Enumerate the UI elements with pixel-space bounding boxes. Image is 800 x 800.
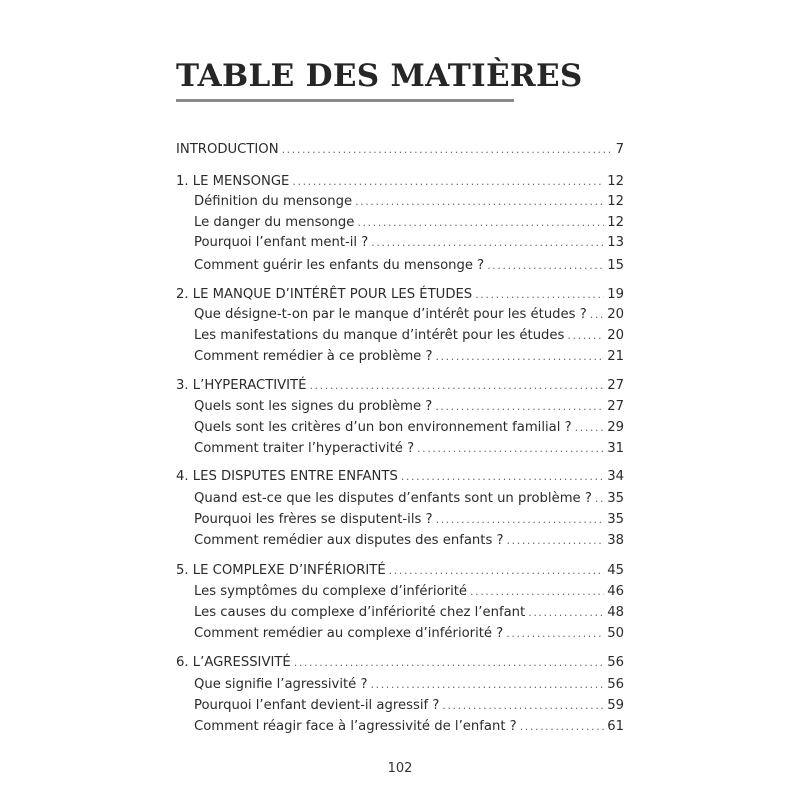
toc-section — [194, 697, 624, 715]
toc-entry-page: 12 — [607, 174, 624, 189]
dot-leader — [442, 697, 604, 715]
toc-chapter — [176, 286, 624, 304]
toc-entry-title: Les symptômes du complexe d’infériorité — [194, 584, 468, 599]
dot-leader — [595, 490, 604, 508]
toc-entry-page: 45 — [607, 563, 624, 578]
toc-entry-page: 61 — [607, 719, 624, 734]
toc-entry-page: 35 — [607, 512, 624, 527]
dot-leader — [590, 306, 604, 324]
toc-section — [194, 490, 624, 508]
toc-section — [194, 419, 624, 437]
dot-leader — [436, 511, 605, 529]
toc-entry-page: 31 — [607, 441, 624, 456]
toc-entry-page: 13 — [607, 235, 624, 250]
toc-entry-title: 5. LE COMPLEXE D’INFÉRIORITÉ — [176, 563, 386, 578]
toc-section — [194, 348, 624, 366]
dot-leader — [567, 327, 604, 345]
toc-entry-page: 56 — [607, 677, 624, 692]
dot-leader — [292, 173, 604, 191]
dot-leader — [507, 532, 605, 550]
toc-entry-page: 38 — [607, 533, 624, 548]
toc-section — [194, 440, 624, 458]
toc-section — [194, 718, 624, 736]
toc-entry-title: Quand est-ce que les disputes d’enfants sont un problème ? — [194, 491, 592, 506]
toc-entry-title: 1. LE MENSONGE — [176, 174, 290, 189]
toc-entry-page: 27 — [607, 399, 624, 414]
toc-entry-page: 21 — [607, 349, 624, 364]
toc-entry-title: Comment remédier au complexe d’infériorité ? — [194, 626, 504, 641]
toc-entry-title: Pourquoi l’enfant devient-il agressif ? — [194, 698, 440, 713]
toc-chapter — [176, 562, 624, 580]
toc-entry-page: 19 — [607, 287, 624, 302]
toc-section — [194, 398, 624, 416]
dot-leader — [355, 193, 604, 211]
toc-section — [194, 676, 624, 694]
toc-chapter — [176, 468, 624, 486]
toc-entry-title: Pourquoi l’enfant ment-il ? — [194, 235, 369, 250]
toc-section — [194, 532, 624, 550]
toc-entry-title: Quels sont les critères d’un bon environnement familial ? — [194, 420, 572, 435]
toc-chapter — [176, 173, 624, 191]
toc-entry-page: 48 — [607, 605, 624, 620]
dot-leader — [506, 625, 604, 643]
toc-chapter — [176, 377, 624, 395]
toc-entry-title: 4. LES DISPUTES ENTRE ENFANTS — [176, 469, 398, 484]
toc-entry-title: 3. L’HYPERACTIVITÉ — [176, 378, 307, 393]
toc-entry-title: Comment remédier aux disputes des enfants ? — [194, 533, 504, 548]
toc-entry-title: Comment guérir les enfants du mensonge ? — [194, 258, 485, 273]
toc-entry-page: 29 — [607, 420, 624, 435]
toc-entry-page: 12 — [607, 194, 624, 209]
dot-leader — [294, 654, 604, 672]
toc-section — [194, 583, 624, 601]
page-title: TABLE DES MATIÈRES — [176, 58, 583, 94]
toc-entry-page: 20 — [607, 307, 624, 322]
toc-section — [194, 193, 624, 211]
dot-leader — [520, 718, 605, 736]
dot-leader — [389, 562, 605, 580]
toc-entry-title: INTRODUCTION — [176, 142, 279, 157]
toc-section — [194, 625, 624, 643]
toc-entry-page: 46 — [607, 584, 624, 599]
dot-leader — [417, 440, 604, 458]
toc-entry-page: 15 — [607, 258, 624, 273]
dot-leader — [470, 583, 604, 601]
toc-entry-title: Le danger du mensonge — [194, 215, 355, 230]
toc-entry-title: Que signifie l’agressivité ? — [194, 677, 368, 692]
dot-leader — [435, 348, 604, 366]
toc-entry-page: 59 — [607, 698, 624, 713]
toc-entry-title: Que désigne-t-on par le manque d’intérêt pour les études ? — [194, 307, 587, 322]
toc-section — [194, 604, 624, 622]
dot-leader — [357, 214, 604, 232]
dot-leader — [282, 141, 613, 159]
toc-entry-title: Comment traiter l’hyperactivité ? — [194, 441, 415, 456]
toc-entry-title: 6. L’AGRESSIVITÉ — [176, 655, 291, 670]
dot-leader — [401, 468, 604, 486]
toc-entry-title: Définition du mensonge — [194, 194, 353, 209]
toc-entry-title: Comment réagir face à l’agressivité de l’enfant ? — [194, 719, 517, 734]
toc-entry-title: 2. LE MANQUE D’INTÉRÊT POUR LES ÉTUDES — [176, 287, 473, 302]
toc-entry-title: Les causes du complexe d’infériorité chez l’enfant — [194, 605, 526, 620]
toc-entry-title: Pourquoi les frères se disputent-ils ? — [194, 512, 433, 527]
toc-entry-page: 7 — [615, 142, 624, 157]
dot-leader — [435, 398, 604, 416]
dot-leader — [487, 257, 604, 275]
toc-chapter — [176, 654, 624, 672]
toc-entry-page: 56 — [607, 655, 624, 670]
dot-leader — [475, 286, 604, 304]
toc-entry-page: 34 — [607, 469, 624, 484]
toc-section — [194, 306, 624, 324]
page-number: 102 — [387, 761, 413, 776]
toc-chapter — [176, 141, 624, 159]
toc-entry-page: 50 — [607, 626, 624, 641]
toc-section — [194, 257, 624, 275]
toc-section — [194, 327, 624, 345]
dot-leader — [575, 419, 605, 437]
toc-section — [194, 234, 624, 252]
toc-section — [194, 214, 624, 232]
toc-entry-page: 35 — [607, 491, 624, 506]
toc-entry-title: Quels sont les signes du problème ? — [194, 399, 433, 414]
toc-entry-page: 12 — [607, 215, 624, 230]
toc-entry-page: 20 — [607, 328, 624, 343]
toc-section — [194, 511, 624, 529]
dot-leader — [309, 377, 604, 395]
toc-entry-title: Les manifestations du manque d’intérêt pour les études — [194, 328, 565, 343]
toc-entry-title: Comment remédier à ce problème ? — [194, 349, 433, 364]
dot-leader — [528, 604, 604, 622]
dot-leader — [371, 676, 605, 694]
dot-leader — [371, 234, 604, 252]
toc-entry-page: 27 — [607, 378, 624, 393]
